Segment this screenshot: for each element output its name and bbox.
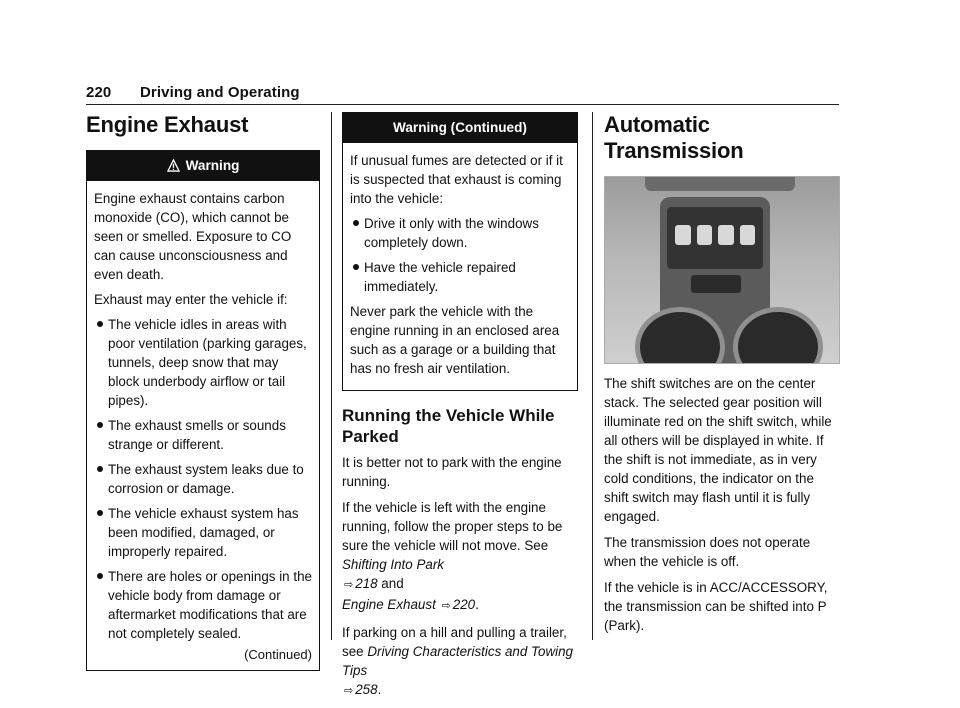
heading-automatic-transmission: Automatic Transmission [604, 112, 744, 163]
column-warning-continued [342, 112, 578, 708]
center-stack-photo [604, 176, 840, 364]
warning-header [87, 151, 319, 181]
list-item: The vehicle idles in areas with poor ventilation (parking garages, tunnels, deep snow that may block underbody airflow or tail pipes). [94, 315, 312, 410]
column-divider [592, 112, 593, 640]
bullet-icon [97, 321, 103, 327]
warning-paragraph: Engine exhaust contains carbon monoxide (CO), which cannot be seen or smelled. Exposure to CO can cause unconsciousness and even death. [94, 191, 292, 282]
bullet-icon [97, 510, 103, 516]
heading-running-parked: Running the Vehicle While Parked [342, 406, 555, 446]
section-title: Driving and Operating [140, 84, 300, 101]
list-item: Have the vehicle repaired immediately. [350, 258, 570, 296]
body-paragraph: The shift switches are on the center stack. The selected gear position will illuminate red on the shift switch, while all others will be displayed in white. If the shift is not immediate, as in very cold conditions, the indicator on the shift switch may flash until it is fully engaged. [604, 376, 832, 524]
column-engine-exhaust [86, 112, 320, 671]
page-number: 220 [86, 84, 112, 101]
bullet-icon [97, 466, 103, 472]
bullet-icon [97, 573, 103, 579]
body-paragraph: The transmission does not operate when the vehicle is off. [604, 535, 811, 569]
warning-paragraph: Exhaust may enter the vehicle if: [94, 292, 288, 307]
page-ref[interactable]: 220 [452, 597, 476, 612]
warning-paragraph: If unusual fumes are detected or if it is suspected that exhaust is coming into the vehicle: [350, 153, 563, 206]
column-automatic-transmission [604, 112, 840, 642]
column-divider [331, 112, 332, 640]
warning-box [86, 150, 320, 671]
page-header [86, 84, 839, 105]
heading-engine-exhaust: Engine Exhaust [86, 112, 249, 137]
list-item: The exhaust system leaks due to corrosion or damage. [94, 460, 312, 498]
body-paragraph: If the vehicle is in ACC/ACCESSORY, the transmission can be shifted into P (Park). [604, 580, 828, 633]
list-item: The exhaust smells or sounds strange or different. [94, 416, 312, 454]
bullet-icon [97, 422, 103, 428]
warning-icon [167, 159, 180, 172]
warning-paragraph: Never park the vehicle with the engine running in an enclosed area such as a garage or a building that has no fresh air ventilation. [350, 304, 560, 376]
page-ref[interactable]: 218 [355, 576, 378, 591]
page-ref-arrow-icon: ⇨ [441, 600, 451, 612]
link-shifting-into-park[interactable]: Shifting Into Park [342, 557, 444, 572]
continued-label: (Continued) [244, 647, 312, 662]
link-engine-exhaust[interactable]: Engine Exhaust [342, 597, 436, 612]
body-paragraph: It is better not to park with the engine running. [342, 455, 562, 489]
body-paragraph: If parking on a hill and pulling a trailer, see Driving Characteristics and Towing Tips ⇨ 258. [342, 625, 573, 697]
page-ref-arrow-icon: ⇨ [344, 579, 354, 591]
list-item: There are holes or openings in the vehicle body from damage or aftermarket modifications that are not completely sealed. [94, 567, 312, 643]
list-item: Drive it only with the windows completely down. [350, 214, 570, 252]
bullet-icon [353, 264, 359, 270]
warning-header: Warning (Continued) [343, 113, 577, 143]
bullet-icon [353, 220, 359, 226]
warning-box [342, 112, 578, 391]
link-driving-towing-tips[interactable]: Driving Characteristics and Towing Tips [342, 644, 573, 678]
page-ref[interactable]: 258 [355, 682, 378, 697]
warning-label: Warning [185, 158, 240, 173]
page-ref-arrow-icon: ⇨ [344, 685, 354, 697]
body-paragraph: If the vehicle is left with the engine running, follow the proper steps to be sure the vehicle will not move. See Shifting Into Park ⇨ 218 and Engine Exhaust ⇨ 220. [342, 500, 563, 612]
list-item: The vehicle exhaust system has been modified, damaged, or improperly repaired. [94, 504, 312, 561]
